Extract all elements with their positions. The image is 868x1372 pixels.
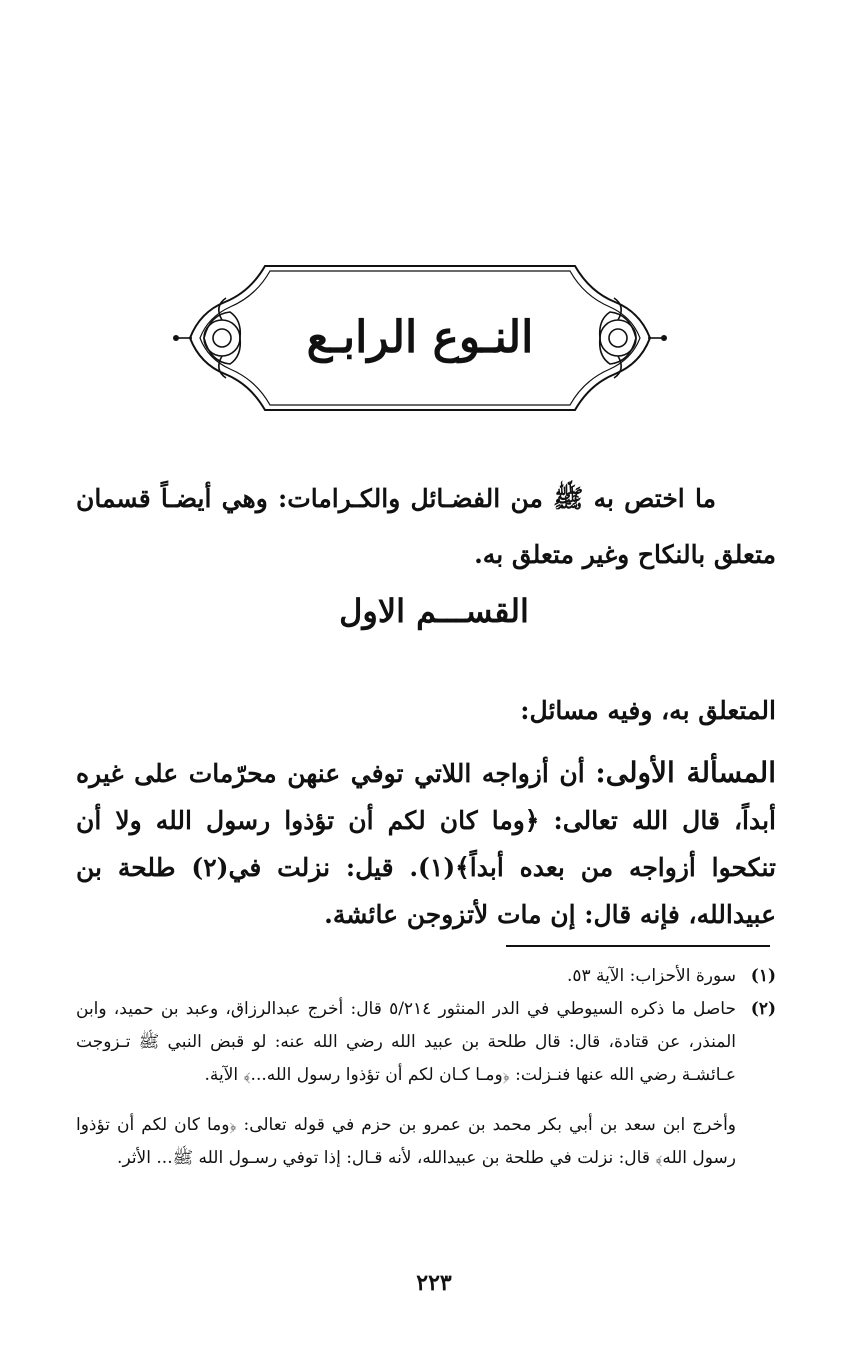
page-number: ٢٢٣ <box>416 1270 452 1296</box>
footnote-continuation: وأخرج ابن سعد بن أبي بكر محمد بن عمرو بن حزم في قوله تعالى: ﴿وما كان لكم أن تؤذوا رسول الله﴾ قال: نزلت في طلحة بن عبيدالله، لأنه قـال: إذا توفي رسـول الله ﷺ... الأثر. <box>76 1115 736 1168</box>
footnote-item <box>76 960 776 993</box>
footnote-text: حاصل ما ذكره السيوطي في الدر المنثور ٥/٢١٤ قال: أخرج عبدالرزاق، وعبد بن حميد، وابن المنذر، عن قتادة، قال: قال طلحة بن عبيد الله رضي الله عنه: لو قبض النبي ﷺ تـزوجت عـائشـة رضي الله عنها فنـزلت: ﴿ومـا كـان لكم أن تؤذوا رسول الله...﴾ الآية. <box>76 999 736 1085</box>
issue-text: أن أزواجه اللاتي توفي عنهن محرّمات على غيره أبداً، قال الله تعالى: ﴿وما كان لكم أن تؤذوا رسول الله ولا أن تنكحوا أزواجه من بعده أبداً﴾(١). قيل: نزلت في(٢) طلحة بن عبيدالله، فإنه قال: إن مات لأتزوجن عائشة. <box>76 759 776 929</box>
footnote-item <box>76 993 776 1092</box>
section-heading: القســـم الاول <box>339 592 529 630</box>
footnote-number: (١) <box>750 966 776 986</box>
chapter-title-cartouche <box>170 262 670 414</box>
intro-paragraph: ما اختص به ﷺ من الفضـائل والكـرامات: وهي أيضـاً قسمان متعلق بالنكاح وغير متعلق به. <box>76 484 776 569</box>
issue-paragraph <box>76 749 776 938</box>
footnotes <box>76 960 776 1192</box>
section-subheading: المتعلق به، وفيه مسائل: <box>520 696 776 725</box>
chapter-title: النـوع الرابـع <box>306 312 534 363</box>
footnote-number: (٢) <box>750 999 776 1019</box>
footnote-divider <box>506 945 770 947</box>
footnote-text: سورة الأحزاب: الآية ٥٣. <box>566 966 736 986</box>
issue-label: المسألة الأولى: <box>595 756 776 789</box>
